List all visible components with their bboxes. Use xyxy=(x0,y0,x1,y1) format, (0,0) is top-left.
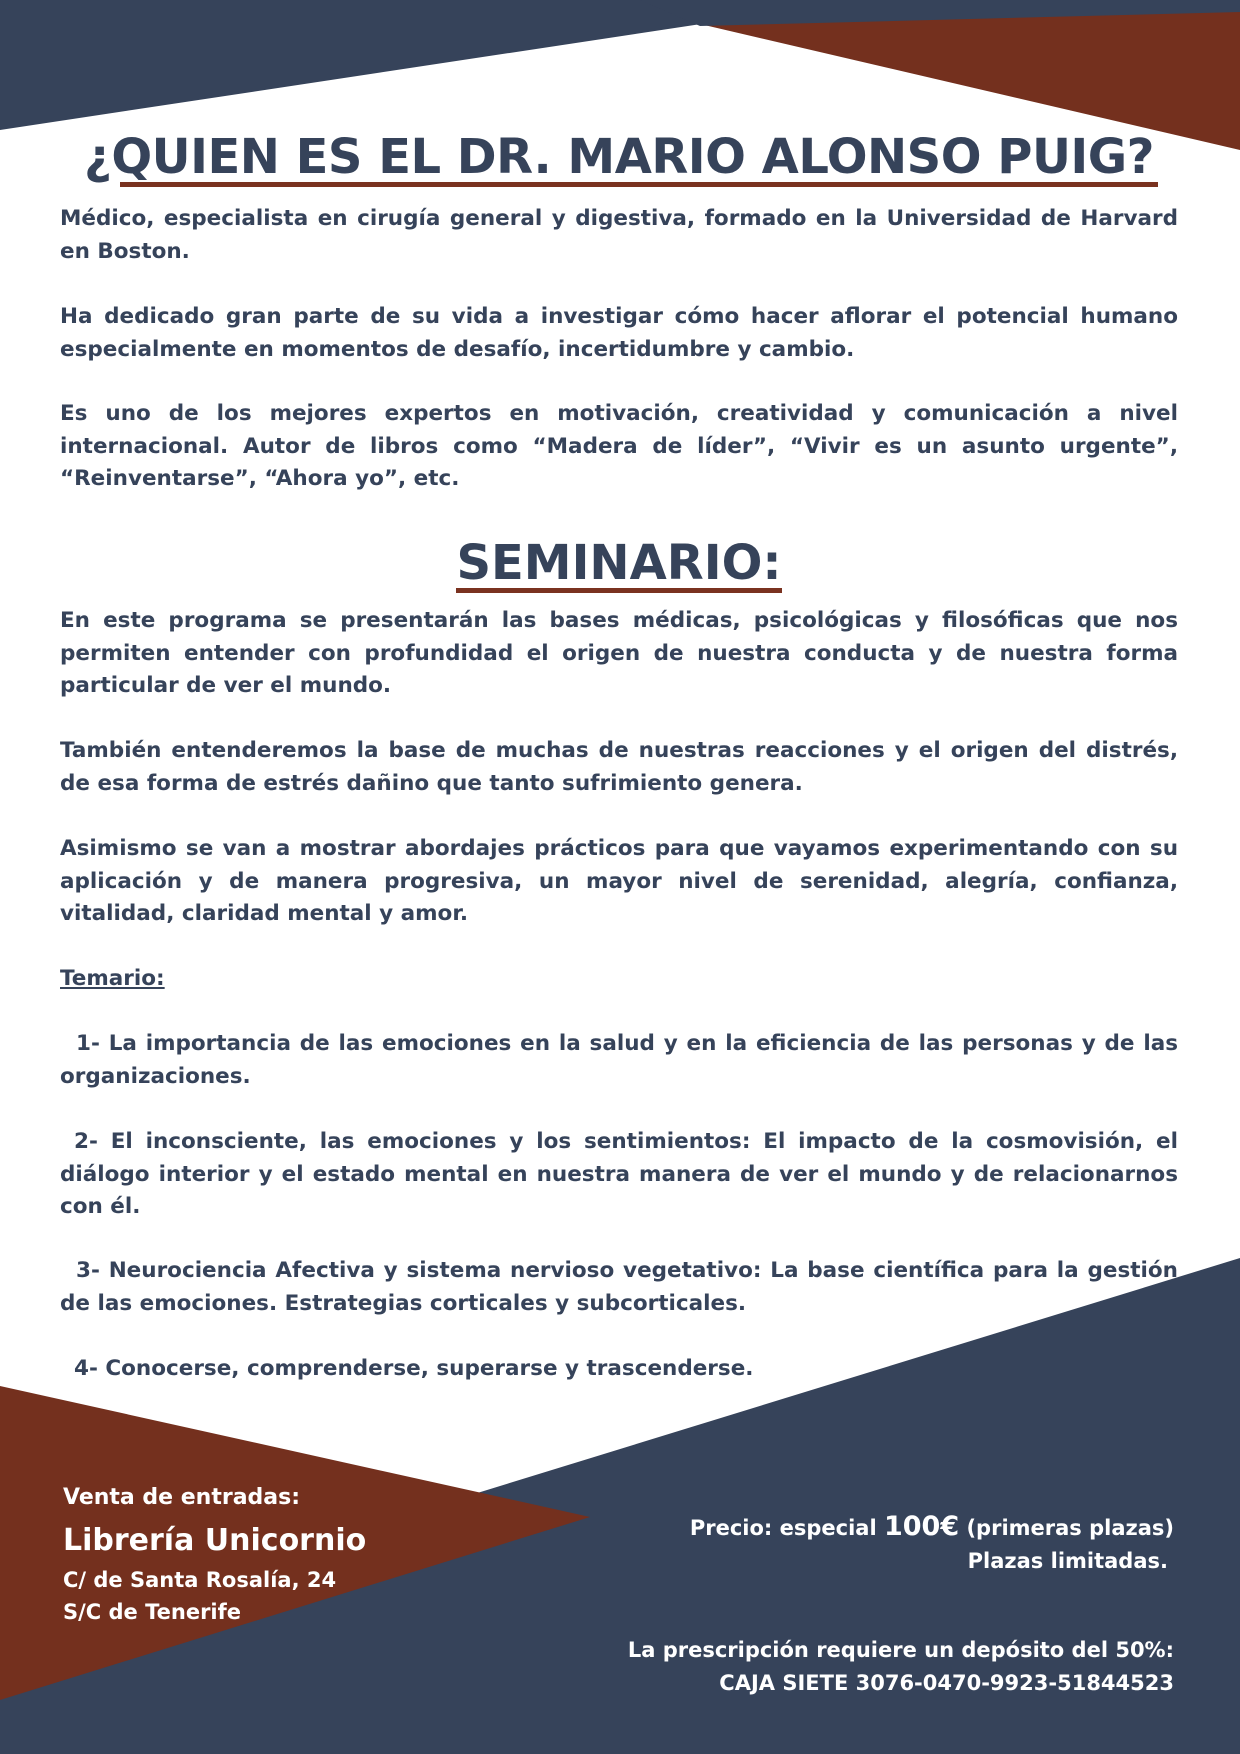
temario-item-2: 2- El inconsciente, las emociones y los sentimientos: El impacto de la cosmovisión, el diálogo interior y el estado mental en nuestra manera de ver el mundo y de relacionarnos con él. xyxy=(60,1129,1178,1219)
store-address-line-2: S/C de Tenerife xyxy=(63,1600,242,1624)
temario-item-3: 3- Neurociencia Afectiva y sistema nervioso vegetativo: La base científica para la gestión de las emociones. Estrategias corticales y subcorticales. xyxy=(60,1258,1178,1316)
ticket-sales-label: Venta de entradas: xyxy=(63,1485,301,1510)
price-suffix: (primeras plazas) xyxy=(966,1516,1174,1540)
price-line xyxy=(690,1510,1174,1545)
seminar-heading: SEMINARIO: xyxy=(60,530,1178,596)
temario-item-4: 4- Conocerse, comprenderse, superarse y trascenderse. xyxy=(74,1356,754,1381)
deposit-info xyxy=(628,1634,1174,1700)
price-amount: 100€ xyxy=(883,1511,960,1542)
bio-paragraph-3: Es uno de los mejores expertos en motivación, creatividad y comunicación a nivel internacional. Autor de libros como “Madera de líder”, “Vivir es un asunto urgente”, “Reinventarse”, “Ahora yo”, etc. xyxy=(60,401,1178,491)
price-info xyxy=(690,1510,1174,1578)
temario-item-1: 1- La importancia de las emociones en la salud y en la eficiencia de las personas y de las organizaciones. xyxy=(60,1031,1178,1089)
bank-account: CAJA SIETE 3076-0470-9923-51844523 xyxy=(719,1671,1174,1695)
ticket-sales-info xyxy=(63,1478,366,1628)
bio-paragraph-1: Médico, especialista en cirugía general y digestiva, formado en la Universidad de Harvard en Boston. xyxy=(60,206,1178,264)
store-name: Librería Unicornio xyxy=(63,1523,367,1558)
store-address-line-1: C/ de Santa Rosalía, 24 xyxy=(63,1568,337,1592)
price-prefix: Precio: especial xyxy=(689,1516,877,1540)
seminar-paragraph-2: También entenderemos la base de muchas de nuestras reacciones y el origen del distrés, de esa forma de estrés dañino que tanto sufrimiento genera. xyxy=(60,738,1178,796)
bio-paragraph-2: Ha dedicado gran parte de su vida a investigar cómo hacer aflorar el potencial humano especialmente en momentos de desafío, incertidumbre y cambio. xyxy=(60,304,1178,362)
seminar-paragraph-3: Asimismo se van a mostrar abordajes prácticos para que vayamos experimentando con su aplicación y de manera progresiva, un mayor nivel de serenidad, alegría, confianza, vitalidad, claridad mental y amor. xyxy=(60,836,1178,926)
deposit-text: La prescripción requiere un depósito del 50%: xyxy=(627,1638,1174,1662)
main-heading: ¿QUIEN ES EL DR. MARIO ALONSO PUIG? xyxy=(60,124,1178,190)
temario-label: Temario: xyxy=(60,966,165,991)
limited-seats-text: Plazas limitadas. xyxy=(967,1549,1168,1573)
seminar-paragraph-1: En este programa se presentarán las bases médicas, psicológicas y filosóficas que nos permiten entender con profundidad el origen de nuestra conducta y de nuestra forma particular de ver el mundo. xyxy=(60,608,1178,698)
